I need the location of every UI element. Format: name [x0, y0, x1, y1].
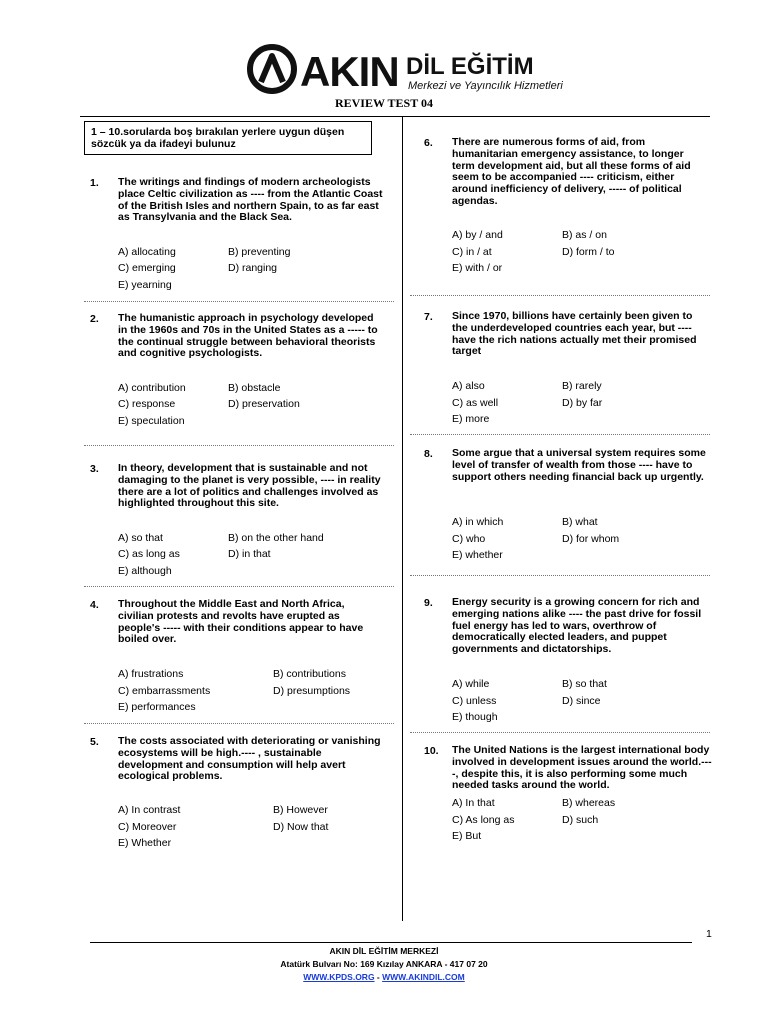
question-separator [410, 575, 710, 576]
question-3 [90, 463, 390, 583]
question-separator [410, 732, 710, 733]
header-rule [80, 116, 710, 117]
option-c[interactable]: C) who [452, 533, 486, 545]
question-separator [84, 445, 394, 446]
option-d[interactable]: D) by far [562, 397, 603, 409]
option-c[interactable]: C) unless [452, 695, 497, 707]
logo-text-main: AKIN [300, 48, 399, 95]
option-a[interactable]: A) while [452, 678, 490, 690]
option-d[interactable]: D) presumptions [273, 685, 351, 697]
option-a[interactable]: A) frustrations [118, 668, 184, 680]
option-c[interactable]: C) As long as [452, 814, 515, 826]
question-stem: In theory, development that is sustainable and not damaging to the planet is very possible, ---- in reality there are a lot of politics and challenges involved as highlighted throughout this site. [118, 462, 381, 510]
question-number: 5. [90, 736, 99, 748]
question-4 [90, 599, 390, 719]
option-e[interactable]: E) whether [452, 549, 503, 561]
akin-dil-logo [246, 42, 566, 102]
option-c[interactable]: C) in / at [452, 246, 492, 258]
question-stem: Some argue that a universal system requires some level of transfer of wealth from those ---- have to support others needing financial back up urgently. [452, 447, 706, 483]
question-separator [84, 586, 394, 587]
kpds-link[interactable]: WWW.KPDS.ORG [303, 972, 375, 982]
question-7 [424, 311, 714, 431]
question-5 [90, 736, 390, 856]
question-number: 4. [90, 599, 99, 611]
option-a[interactable]: A) also [452, 380, 485, 392]
question-number: 8. [424, 448, 433, 460]
option-d[interactable]: D) since [562, 695, 601, 707]
question-10 [424, 745, 714, 855]
option-c[interactable]: C) embarrassments [118, 685, 211, 697]
footer-links [0, 972, 768, 982]
question-1 [90, 177, 390, 297]
option-b[interactable]: B) preventing [228, 246, 291, 258]
question-number: 1. [90, 177, 99, 189]
option-a[interactable]: A) so that [118, 532, 163, 544]
option-e[interactable]: E) though [452, 711, 498, 723]
option-c[interactable]: C) as well [452, 397, 499, 409]
option-a[interactable]: A) by / and [452, 229, 503, 241]
column-divider [402, 117, 403, 921]
question-9 [424, 597, 714, 727]
option-d[interactable]: D) Now that [273, 821, 329, 833]
question-number: 9. [424, 597, 433, 609]
option-d[interactable]: D) preservation [228, 398, 300, 410]
question-stem: The costs associated with deteriorating or vanishing ecosystems will be high.---- , sustainable development and consumption will help avert ecological problems. [118, 735, 381, 783]
logo-text-right: DİL EĞİTİM [406, 53, 534, 80]
option-a[interactable]: A) allocating [118, 246, 176, 258]
option-e[interactable]: E) speculation [118, 415, 185, 427]
question-separator [410, 434, 710, 435]
option-e[interactable]: E) with / or [452, 262, 503, 274]
option-c[interactable]: C) Moreover [118, 821, 177, 833]
option-d[interactable]: D) for whom [562, 533, 620, 545]
question-stem: Energy security is a growing concern for rich and emerging nations alike ---- the past drive for fossil fuel energy has led to wars, overthrow of democratically elected leaders, and puppet governments and dictatorships. [452, 596, 702, 656]
option-e[interactable]: E) But [452, 830, 482, 842]
option-a[interactable]: A) in which [452, 516, 504, 528]
option-c[interactable]: C) as long as [118, 548, 180, 560]
option-b[interactable]: B) as / on [562, 229, 607, 241]
option-a[interactable]: A) In contrast [118, 804, 181, 816]
option-a[interactable]: A) In that [452, 797, 495, 809]
option-b[interactable]: B) whereas [562, 797, 616, 809]
option-e[interactable]: E) Whether [118, 837, 172, 849]
option-c[interactable]: C) response [118, 398, 176, 410]
footer-company: AKIN DİL EĞİTİM MERKEZİ [329, 946, 439, 956]
option-d[interactable]: D) ranging [228, 262, 278, 274]
option-e[interactable]: E) more [452, 413, 490, 425]
question-number: 6. [424, 137, 433, 149]
option-d[interactable]: D) in that [228, 548, 271, 560]
footer-address: Atatürk Bulvarı No: 169 Kızılay ANKARA - 417 07 20 [280, 959, 488, 969]
option-e[interactable]: E) although [118, 565, 172, 577]
option-b[interactable]: B) so that [562, 678, 607, 690]
option-b[interactable]: B) contributions [273, 668, 346, 680]
option-a[interactable]: A) contribution [118, 382, 186, 394]
option-b[interactable]: B) rarely [562, 380, 602, 392]
page-title: REVIEW TEST 04 [334, 96, 434, 110]
option-b[interactable]: B) on the other hand [228, 532, 324, 544]
option-d[interactable]: D) form / to [562, 246, 615, 258]
instructions-box: 1 – 10.sorularda boş bırakılan yerlere uygun düşen sözcük ya da ifadeyi bulunuz [84, 121, 372, 155]
question-stem: The writings and findings of modern archeologists place Celtic civilization as ---- from the Atlantic Coast of the British Isles and northern Spain, to as far east as Transylvania and the Black Sea. [118, 176, 383, 224]
question-6 [424, 137, 714, 287]
question-stem: There are numerous forms of aid, from humanitarian emergency assistance, to longer term development aid, but all these forms of aid seem to be accompanied ---- criticism, either around inefficiency of delivery, ----- of political agendas. [452, 136, 691, 207]
question-separator [410, 295, 710, 296]
question-number: 3. [90, 463, 99, 475]
question-stem: The United Nations is the largest international body involved in development issues around the world.----, despite this, it is also performing some much needed tasks around the world. [452, 744, 712, 792]
option-b[interactable]: B) obstacle [228, 382, 281, 394]
page-number: 1 [706, 928, 712, 940]
akindil-link[interactable]: WWW.AKINDIL.COM [382, 972, 465, 982]
option-c[interactable]: C) emerging [118, 262, 176, 274]
footer-rule [90, 942, 692, 943]
question-number: 2. [90, 313, 99, 325]
option-e[interactable]: E) performances [118, 701, 196, 713]
logo-subtitle: Merkezi ve Yayıncılık Hizmetleri [408, 80, 563, 92]
question-stem: Throughout the Middle East and North Africa, civilian protests and revolts have erupted as people's ----- with their conditions appear to have boiled over. [118, 598, 364, 646]
option-b[interactable]: B) However [273, 804, 328, 816]
question-stem: The humanistic approach in psychology developed in the 1960s and 70s in the United States as a ----- to the continual struggle between behavioral theorists and cognitive psychologists. [118, 312, 378, 360]
option-d[interactable]: D) such [562, 814, 599, 826]
question-separator [84, 723, 394, 724]
question-2 [90, 313, 390, 433]
option-e[interactable]: E) yearning [118, 279, 172, 291]
option-b[interactable]: B) what [562, 516, 598, 528]
question-number: 10. [424, 745, 439, 757]
question-8 [424, 448, 714, 568]
question-separator [84, 301, 394, 302]
question-number: 7. [424, 311, 433, 323]
question-stem: Since 1970, billions have certainly been given to the underdeveloped countries each year, but ---- have the rich nations actually met their promised target [452, 310, 697, 358]
footer-link-separator: - [374, 972, 383, 982]
